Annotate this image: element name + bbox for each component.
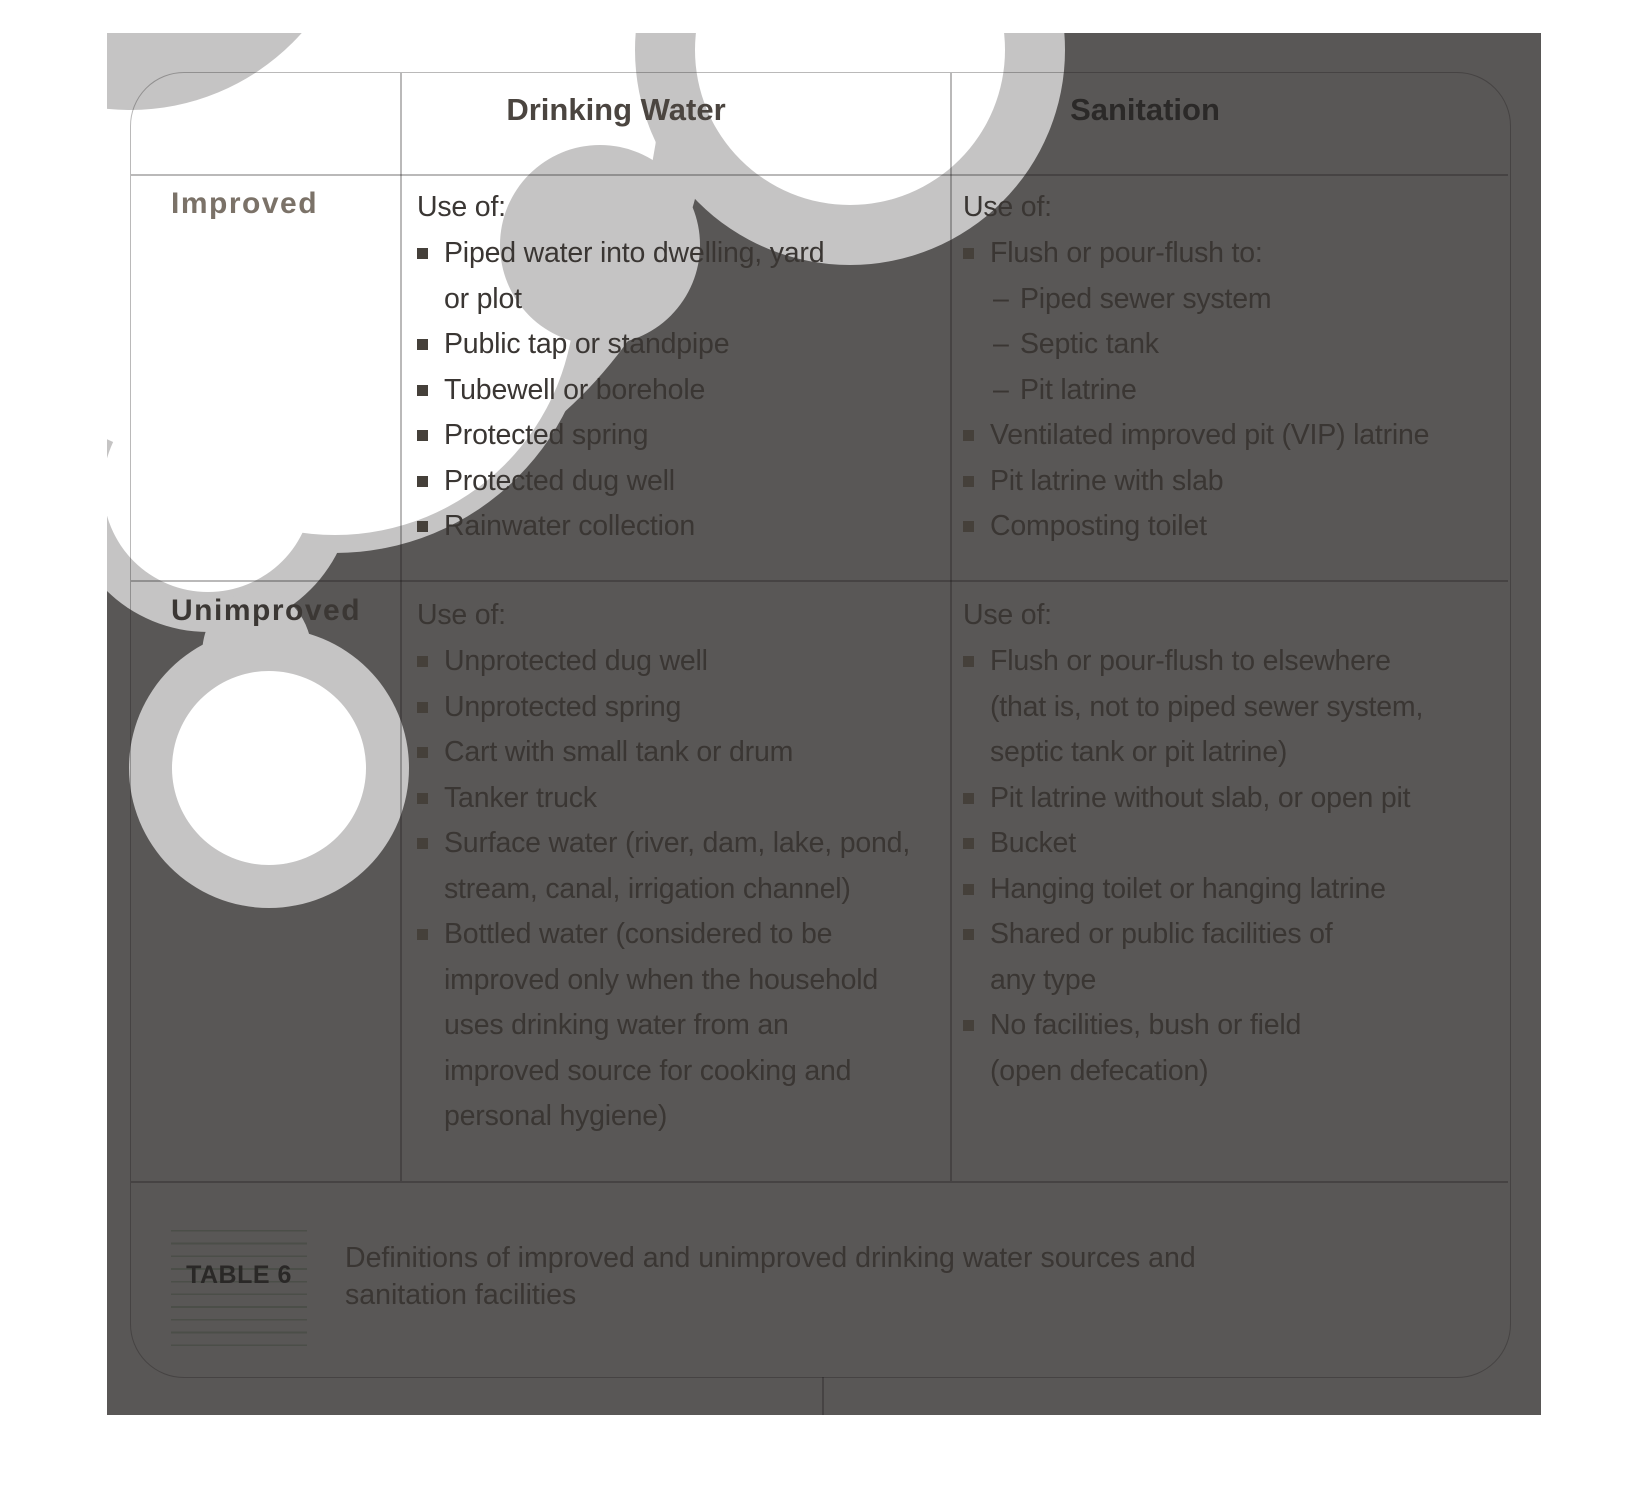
list-item-line: Surface water (river, dam, lake, pond, <box>444 827 911 859</box>
square-bullet-icon <box>417 929 428 940</box>
square-bullet-icon <box>417 793 428 804</box>
column-header-drinking-water: Drinking Water <box>506 92 726 127</box>
row-label-unimproved: Unimproved <box>171 594 362 627</box>
list-item-line: improved source for cooking and <box>444 1054 852 1087</box>
list-item <box>417 322 957 368</box>
dash-marker: – <box>993 282 1009 315</box>
list-item-line: Rainwater collection <box>444 510 696 542</box>
list-item-line: Tubewell or borehole <box>444 373 706 406</box>
square-bullet-icon <box>417 248 428 259</box>
caption-divider-line <box>131 1181 1508 1183</box>
list-item-line: Flush or pour-flush to: <box>990 237 1263 269</box>
list-item-line: Protected spring <box>444 419 649 451</box>
list-item-line: No facilities, bush or field <box>990 1009 1302 1041</box>
list-item <box>963 322 1508 368</box>
square-bullet-icon <box>417 838 428 849</box>
list-item-line: Flush or pour-flush to elsewhere <box>990 645 1391 677</box>
square-bullet-icon <box>963 476 974 487</box>
list-item <box>963 867 1508 913</box>
list-item <box>963 368 1508 414</box>
list-item-line: Piped sewer system <box>1020 282 1272 315</box>
cell-intro-unimproved-water: Use of: <box>417 599 506 631</box>
square-bullet-icon <box>417 656 428 667</box>
header-divider-line <box>131 174 1508 176</box>
list-item <box>963 776 1508 822</box>
row-label-improved: Improved <box>171 187 319 220</box>
list-item <box>417 776 957 822</box>
list-item <box>963 504 1508 550</box>
square-bullet-icon <box>963 793 974 804</box>
list-item <box>963 231 1508 277</box>
list-item-line: septic tank or pit latrine) <box>990 736 1288 768</box>
list-item-line: any type <box>990 963 1097 996</box>
dash-marker: – <box>993 328 1009 360</box>
list-item-line: Shared or public facilities of <box>990 918 1333 950</box>
list-item-line: Piped water into dwelling, yard <box>444 237 825 269</box>
list-item-line: Composting toilet <box>990 510 1207 542</box>
list-item-line: Cart with small tank or drum <box>444 736 794 768</box>
list-item <box>963 459 1508 505</box>
list-item <box>963 413 1508 459</box>
table-caption-line-1: Definitions of improved and unimproved drinking water sources and <box>345 1242 1196 1274</box>
square-bullet-icon <box>963 838 974 849</box>
list-item <box>963 912 1508 1003</box>
list-item-line: Bucket <box>990 827 1076 859</box>
square-bullet-icon <box>963 248 974 259</box>
list-item <box>417 459 957 505</box>
list-item <box>417 231 957 322</box>
cell-items-unimproved-water <box>417 639 957 1140</box>
list-item-line: Septic tank <box>1020 328 1159 360</box>
square-bullet-icon <box>417 521 428 532</box>
list-item-line: or plot <box>444 282 522 315</box>
list-item <box>417 821 957 912</box>
cell-intro-unimproved-sanitation: Use of: <box>963 599 1052 631</box>
square-bullet-icon <box>963 884 974 895</box>
square-bullet-icon <box>417 747 428 758</box>
table-caption <box>345 1240 1196 1313</box>
list-item-line: Pit latrine <box>1020 373 1137 406</box>
list-item <box>417 685 957 731</box>
column-divider-label <box>400 73 402 1181</box>
cell-items-improved-water <box>417 231 957 550</box>
table-caption-line-2: sanitation facilities <box>345 1278 577 1311</box>
list-item-line: Pit latrine without slab, or open pit <box>990 781 1411 814</box>
list-item <box>417 639 957 685</box>
list-item <box>963 639 1508 776</box>
column-header-sanitation: Sanitation <box>1070 92 1220 127</box>
square-bullet-icon <box>417 702 428 713</box>
list-item-line: stream, canal, irrigation channel) <box>444 872 851 905</box>
square-bullet-icon <box>417 385 428 396</box>
square-bullet-icon <box>963 521 974 532</box>
list-item-line: Tanker truck <box>444 781 597 814</box>
list-item-line: Unprotected spring <box>444 690 682 723</box>
list-item <box>963 1003 1508 1094</box>
list-item-line: improved only when the household <box>444 963 879 996</box>
dash-marker: – <box>993 373 1009 406</box>
table-6-badge-label: TABLE 6 <box>186 1261 292 1289</box>
list-item <box>417 413 957 459</box>
cell-items-unimproved-sanitation <box>963 639 1508 1094</box>
square-bullet-icon <box>417 430 428 441</box>
row-divider-line <box>131 580 1508 582</box>
square-bullet-icon <box>963 929 974 940</box>
list-item-line: uses drinking water from an <box>444 1009 789 1041</box>
list-item <box>963 277 1508 323</box>
list-item <box>417 504 957 550</box>
square-bullet-icon <box>963 430 974 441</box>
list-item-line: Pit latrine with slab <box>990 464 1224 497</box>
square-bullet-icon <box>417 339 428 350</box>
list-item-line: Unprotected dug well <box>444 645 708 677</box>
list-item-line: Bottled water (considered to be <box>444 918 833 950</box>
list-item <box>963 821 1508 867</box>
list-item-line: Ventilated improved pit (VIP) latrine <box>990 419 1430 451</box>
cell-intro-improved-sanitation: Use of: <box>963 191 1052 223</box>
cell-intro-improved-water: Use of: <box>417 191 506 223</box>
square-bullet-icon <box>417 476 428 487</box>
cell-items-improved-sanitation <box>963 231 1508 550</box>
list-item-line: personal hygiene) <box>444 1100 668 1132</box>
list-item-line: (open defecation) <box>990 1054 1209 1087</box>
list-item-line: Public tap or standpipe <box>444 328 730 360</box>
list-item <box>417 912 957 1140</box>
list-item-line: Protected dug well <box>444 464 675 497</box>
list-item <box>417 368 957 414</box>
square-bullet-icon <box>963 1020 974 1031</box>
list-item-line: Hanging toilet or hanging latrine <box>990 872 1386 905</box>
square-bullet-icon <box>963 656 974 667</box>
table-6-badge <box>171 1219 307 1347</box>
list-item-line: (that is, not to piped sewer system, <box>990 690 1424 723</box>
page-gutter-line <box>822 1377 824 1415</box>
list-item <box>417 730 957 776</box>
